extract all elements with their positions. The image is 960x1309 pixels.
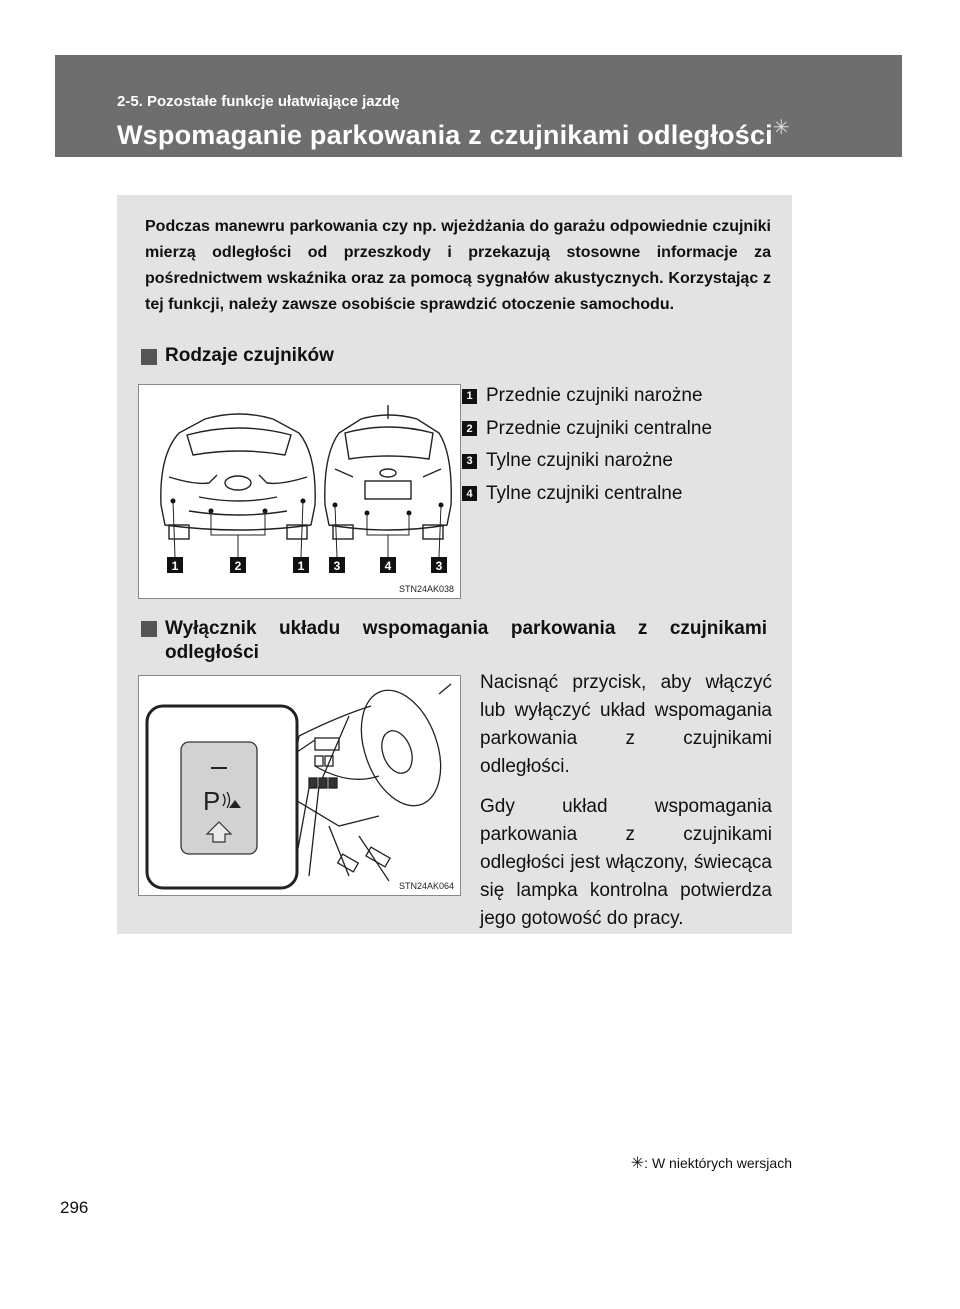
footnote	[631, 1153, 792, 1173]
sensor-location-figure	[138, 384, 461, 599]
legend-label: Przednie czujniki centralne	[486, 417, 713, 439]
legend-item	[462, 445, 782, 478]
footnote-text: : W niektórych wersjach	[644, 1155, 792, 1171]
legend-item	[462, 478, 782, 511]
callout-number: 1	[171, 559, 179, 573]
figure-callouts	[167, 557, 447, 573]
callout-number: 4	[384, 559, 392, 573]
description-paragraph: Nacisnąć przycisk, aby włączyć lub wyłączyć układ wspomagania parkowania z czujnikami odległości.	[480, 672, 772, 777]
title-text: Wspomaganie parkowania z czujnikami odległości	[117, 120, 773, 150]
page-title	[117, 115, 790, 151]
legend-label: Tylne czujniki centralne	[486, 482, 683, 504]
content-panel	[117, 195, 792, 934]
legend-number: 2	[462, 421, 477, 436]
callout-number: 1	[297, 559, 305, 573]
sensor-legend	[462, 380, 782, 510]
heading-text: Rodzaje czujników	[165, 345, 334, 366]
legend-number: 4	[462, 486, 477, 501]
optional-mark-icon: ✳	[772, 117, 790, 139]
footnote-mark-icon: ✳	[630, 1155, 645, 1172]
figure-code: STN24AK064	[398, 881, 454, 891]
callout-number: 3	[435, 559, 443, 573]
legend-item	[462, 380, 782, 413]
description-paragraph: Gdy układ wspomagania parkowania z czujnikami odległości jest włączony, świecąca się lampka kontrolna potwierdza jego gotowość do pracy.	[480, 796, 772, 929]
heading-switch	[141, 617, 767, 665]
legend-number: 1	[462, 389, 477, 404]
heading-sensor-types	[141, 345, 334, 367]
dashboard-switch-illustration	[139, 676, 460, 895]
switch-description	[480, 669, 772, 945]
legend-number: 3	[462, 454, 477, 469]
page-number: 296	[60, 1198, 89, 1217]
intro-paragraph: Podczas manewru parkowania czy np. wjeżdżania do garażu odpowiednie czujniki mierzą odległości od przeszkody i przekazują stosowne informacje za pośrednictwem wskaźnika oraz za pomocą sygnałów akustycznych. Korzystając z tej funkcji, należy zawsze osobiście sprawdzić otoczenie samochodu.	[145, 218, 771, 313]
callout-number: 3	[333, 559, 341, 573]
heading-text: Wyłącznik układu wspomagania parkowania z czujnikami odległości	[165, 618, 767, 663]
car-sensors-illustration	[139, 385, 460, 598]
square-bullet-icon	[141, 349, 157, 365]
callout-number: 2	[234, 559, 242, 573]
switch-location-figure	[138, 675, 461, 896]
button-label: P	[203, 786, 221, 816]
square-bullet-icon	[141, 621, 157, 637]
figure-code: STN24AK038	[398, 584, 454, 594]
legend-label: Tylne czujniki narożne	[486, 450, 673, 472]
section-label: 2-5. Pozostałe funkcje ułatwiające jazdę	[117, 93, 400, 110]
page-header	[55, 55, 902, 157]
legend-item	[462, 413, 782, 446]
legend-label: Przednie czujniki narożne	[486, 385, 703, 407]
